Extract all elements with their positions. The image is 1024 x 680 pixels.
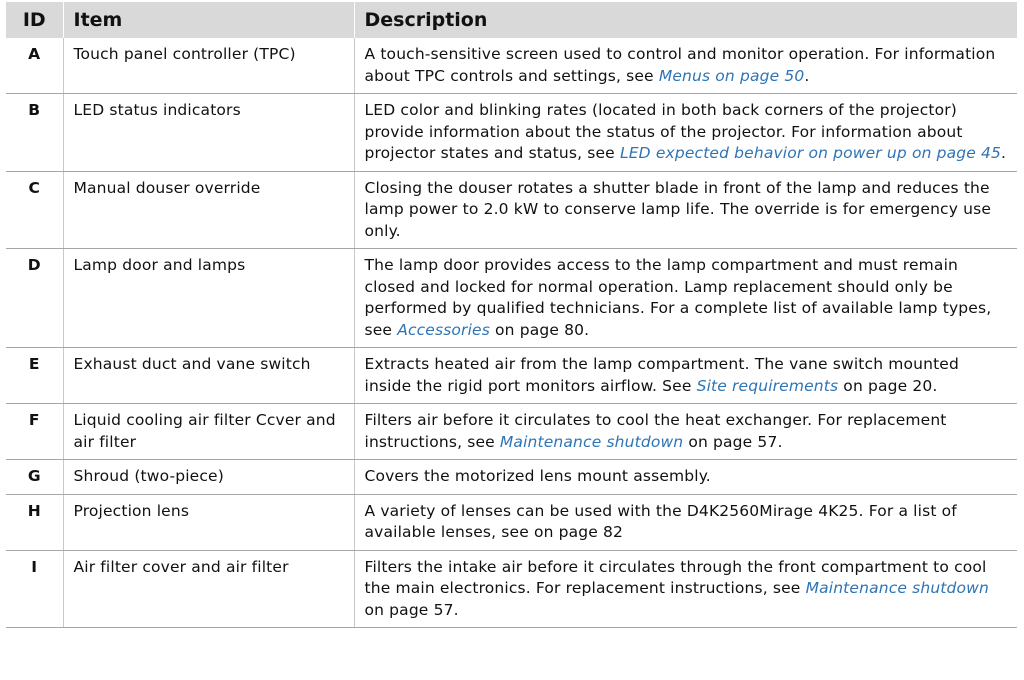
- description-text: .: [1001, 144, 1007, 162]
- row-description: [354, 494, 1017, 550]
- row-description: [354, 38, 1017, 94]
- row-id: I: [6, 550, 63, 628]
- table-row: [6, 494, 1017, 550]
- description-text: Covers the motorized lens mount assembly.: [364, 467, 711, 485]
- row-description: [354, 348, 1017, 404]
- row-item: Touch panel controller (TPC): [63, 38, 354, 94]
- row-item: Air filter cover and air filter: [63, 550, 354, 628]
- description-text: LED color and blinking rates (located in both back corners of the projector) provide information about the status of the projector. For information about projector states and status, see: [364, 101, 963, 162]
- table-row: [6, 550, 1017, 628]
- description-text: on page 80.: [489, 320, 590, 339]
- description-text: on page 57.: [364, 600, 459, 619]
- description-text: Filters air before it circulates to cool the heat exchanger. For replacement instructions, see: [364, 411, 947, 451]
- cross-reference-link[interactable]: Site requirements: [696, 376, 839, 395]
- table-header: [6, 2, 1017, 38]
- row-description: [354, 249, 1017, 348]
- description-text: The lamp door provides access to the lamp compartment and must remain closed and locked for normal operation. Lamp replacement should only be performed by qualified technicians. For a complete list of available lamp types, see: [364, 256, 992, 339]
- cross-reference-link[interactable]: LED expected behavior on power up on page 45: [619, 144, 1002, 162]
- row-id: C: [6, 171, 63, 249]
- row-item: Shroud (two-piece): [63, 460, 354, 495]
- row-id: G: [6, 460, 63, 495]
- description-text: A touch-sensitive screen used to control and monitor operation. For information about TPC controls and settings, see: [364, 45, 996, 85]
- description-text: on page 57.: [683, 432, 783, 451]
- row-description: [354, 460, 1017, 495]
- cross-reference-link[interactable]: Accessories: [397, 320, 490, 339]
- table-row: [6, 404, 1017, 460]
- row-item: Exhaust duct and vane switch: [63, 348, 354, 404]
- row-item: Manual douser override: [63, 171, 354, 249]
- table-row: [6, 38, 1017, 94]
- header-description: Description: [354, 2, 1017, 38]
- description-text: A variety of lenses can be used with the D4K2560Mirage 4K25. For a list of available lenses, see on page 82: [364, 501, 957, 541]
- row-id: D: [6, 249, 63, 348]
- row-item: Projection lens: [63, 494, 354, 550]
- row-description: [354, 94, 1017, 172]
- header-id: ID: [6, 2, 63, 38]
- row-id: B: [6, 94, 63, 172]
- row-id: A: [6, 38, 63, 94]
- description-text: Closing the douser rotates a shutter blade in front of the lamp and reduces the lamp power to 2.0 kW to conserve lamp life. The override is for emergency use only.: [364, 178, 992, 240]
- row-description: [354, 404, 1017, 460]
- table-row: [6, 249, 1017, 348]
- table-row: [6, 94, 1017, 172]
- table-row: [6, 171, 1017, 249]
- header-item: Item: [63, 2, 354, 38]
- row-item: Liquid cooling air filter Ccver and air filter: [63, 404, 354, 460]
- row-id: H: [6, 494, 63, 550]
- row-item: LED status indicators: [63, 94, 354, 172]
- description-text: on page 20.: [838, 376, 938, 395]
- description-text: .: [804, 66, 810, 85]
- cross-reference-link[interactable]: Maintenance shutdown: [805, 579, 989, 597]
- header-row: [6, 2, 1017, 38]
- cross-reference-link[interactable]: Maintenance shutdown: [499, 432, 684, 451]
- cross-reference-link[interactable]: Menus on page 50: [658, 66, 805, 85]
- description-text: Extracts heated air from the lamp compartment. The vane switch mounted inside the rigid port monitors airflow. See: [364, 355, 959, 395]
- row-id: E: [6, 348, 63, 404]
- component-table: [6, 2, 1018, 628]
- table-body: [6, 38, 1017, 628]
- description-text: Filters the intake air before it circulates through the front compartment to cool the main electronics. For replacement instructions, see: [364, 557, 987, 597]
- row-id: F: [6, 404, 63, 460]
- table-row: [6, 460, 1017, 495]
- table-row: [6, 348, 1017, 404]
- row-description: [354, 171, 1017, 249]
- row-description: [354, 550, 1017, 628]
- row-item: Lamp door and lamps: [63, 249, 354, 348]
